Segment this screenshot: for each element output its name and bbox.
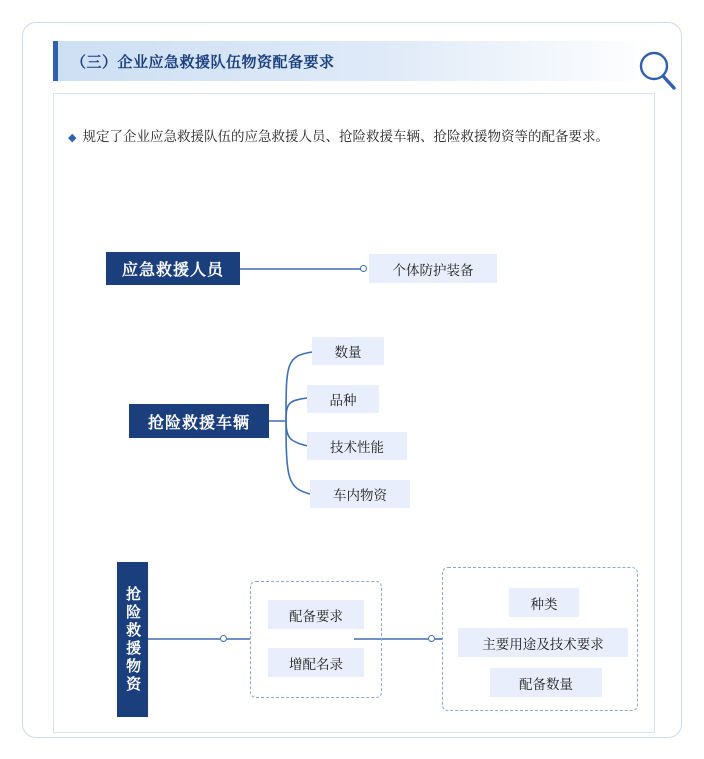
node-vehicles[interactable]: 抢险救援车辆 bbox=[129, 404, 269, 438]
materials-left-group bbox=[250, 581, 382, 698]
content-panel bbox=[53, 93, 655, 733]
connector-dot bbox=[360, 265, 367, 272]
node-equipment-requirement[interactable]: 配备要求 bbox=[268, 600, 364, 629]
node-vehicle-variety[interactable]: 品种 bbox=[307, 385, 379, 413]
node-vehicle-performance[interactable]: 技术性能 bbox=[307, 432, 407, 460]
diagram-canvas bbox=[54, 94, 656, 734]
node-material-type[interactable]: 种类 bbox=[509, 588, 579, 617]
intro-text: 规定了企业应急救援队伍的应急救援人员、抢险救援车辆、抢险救援物资等的配备要求。 bbox=[82, 129, 609, 144]
node-vehicle-quantity[interactable]: 数量 bbox=[312, 337, 384, 365]
magnifier-icon[interactable] bbox=[635, 49, 679, 93]
section-title: （三）企业应急救援队伍物资配备要求 bbox=[71, 54, 335, 71]
bullet-icon: ◆ bbox=[68, 132, 77, 144]
connector-dot bbox=[428, 635, 435, 642]
connector-dot bbox=[220, 635, 227, 642]
node-equipment-quantity[interactable]: 配备数量 bbox=[490, 668, 602, 697]
header-accent-bar bbox=[53, 41, 58, 81]
node-personnel[interactable]: 应急救援人员 bbox=[106, 252, 240, 285]
content-card bbox=[22, 22, 682, 738]
node-additional-catalog[interactable]: 增配名录 bbox=[268, 648, 364, 677]
node-rescue-materials[interactable]: 抢险救援物资 bbox=[117, 562, 148, 717]
node-personal-protective-equipment[interactable]: 个体防护装备 bbox=[369, 254, 497, 283]
node-in-vehicle-materials[interactable]: 车内物资 bbox=[310, 480, 410, 508]
node-use-and-technical-requirement[interactable]: 主要用途及技术要求 bbox=[458, 628, 628, 657]
